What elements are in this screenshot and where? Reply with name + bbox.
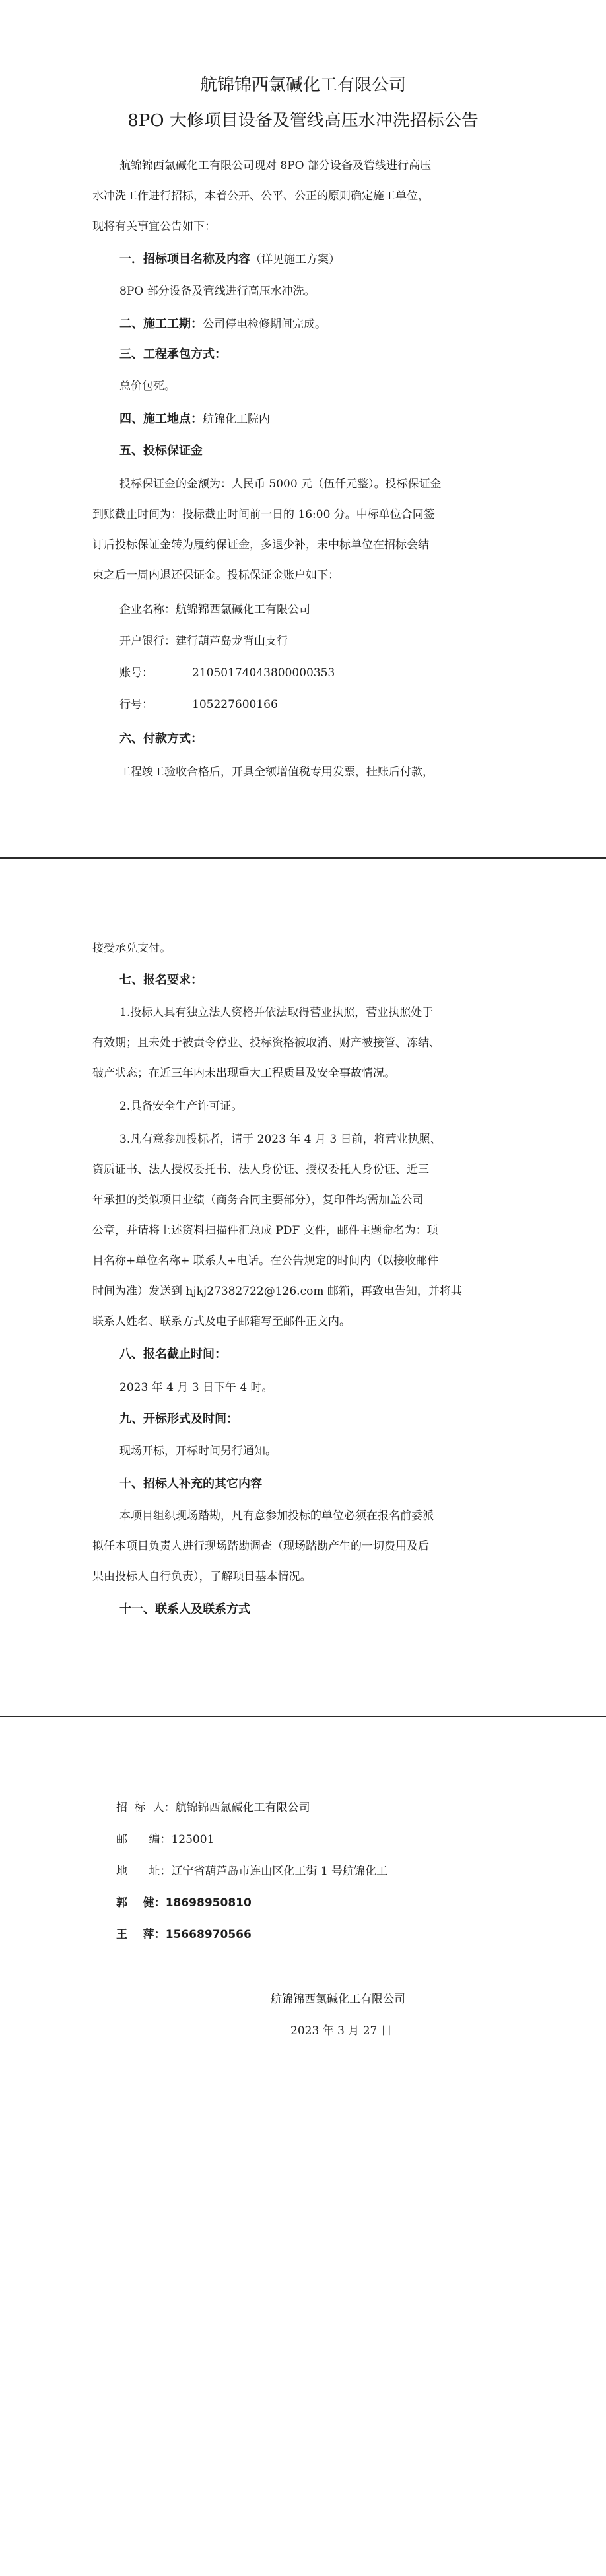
section-1-note: （详见施工方案） bbox=[250, 253, 340, 266]
section-7-title: 七、报名要求： bbox=[119, 973, 203, 987]
section-6-line-1: 工程竣工验收合格后，开具全额增值税专用发票，挂账后付款， bbox=[119, 766, 434, 779]
contact-person-1-label: 郭 健： bbox=[116, 1896, 166, 1910]
section-5-line-2: 到账截止时间为：投标截止时间前一日的 16:00 分。中标单位合同签 bbox=[92, 508, 435, 521]
section-7-item-1-line-1: 1.投标人具有独立法人资格并依法取得营业执照，营业执照处于 bbox=[119, 1006, 434, 1019]
section-6-heading bbox=[119, 732, 514, 746]
document-page-3 bbox=[0, 1717, 606, 2576]
section-10-line-2: 拟任本项目负责人进行现场踏勘调查（现场踏勘产生的一切费用及后 bbox=[92, 1540, 429, 1553]
section-6-line-2: 接受承兑支付。 bbox=[92, 942, 171, 955]
account-number-label: 账号： bbox=[119, 666, 153, 680]
contact-tenderer-label: 招 标 人： bbox=[116, 1801, 176, 1814]
section-9-body: 现场开标，开标时间另行通知。 bbox=[119, 1445, 277, 1458]
section-6-title: 六、付款方式： bbox=[119, 732, 203, 746]
section-3-body: 总价包死。 bbox=[119, 380, 176, 393]
section-9-heading bbox=[119, 1412, 514, 1427]
section-7-item-3-line-7: 联系人姓名、联系方式及电子邮箱写至邮件正文内。 bbox=[92, 1315, 351, 1328]
section-3-heading bbox=[119, 347, 514, 362]
account-company-value: 航锦锦西氯碱化工有限公司 bbox=[176, 603, 310, 616]
account-bank-value: 建行葫芦岛龙背山支行 bbox=[176, 635, 288, 648]
section-9-title: 九、开标形式及时间： bbox=[119, 1412, 238, 1426]
section-7-item-1-line-2: 有效期；且未处于被责令停业、投标资格被取消、财产被接管、冻结、 bbox=[92, 1036, 440, 1050]
section-5-line-1: 投标保证金的金额为：人民币 5000 元（伍仟元整）。投标保证金 bbox=[119, 478, 442, 491]
contact-person-2-label: 王 萍： bbox=[116, 1928, 166, 1941]
account-bank bbox=[119, 634, 514, 649]
section-1-title: 一．招标项目名称及内容 bbox=[119, 252, 250, 266]
account-code-label: 行号： bbox=[119, 698, 153, 711]
contact-person-2-phone: 15668970566 bbox=[165, 1928, 252, 1941]
section-8-title: 八、报名截止时间： bbox=[119, 1347, 226, 1361]
section-7-item-3-line-6: 时间为准）发送到 hjkj27382722@126.com 邮箱，再致电告知，并将其 bbox=[92, 1285, 462, 1298]
intro-line-1: 航锦锦西氯碱化工有限公司现对 8PO 部分设备及管线进行高压 bbox=[119, 159, 431, 172]
section-4-body: 航锦化工院内 bbox=[203, 413, 270, 426]
section-5-line-3: 订后投标保证金转为履约保证金，多退少补，未中标单位在招标会结 bbox=[92, 538, 429, 552]
account-company-label: 企业名称： bbox=[119, 603, 176, 616]
section-7-item-3-line-5: 目名称+单位名称+ 联系人+电话。在公告规定的时间内（以接收邮件 bbox=[92, 1254, 439, 1268]
section-11-heading bbox=[119, 1602, 514, 1617]
doc-title-project: 8PO 大修项目设备及管线高压水冲洗招标公告 bbox=[127, 111, 479, 131]
signature-company: 航锦锦西氯碱化工有限公司 bbox=[271, 1993, 405, 2006]
contact-person-1 bbox=[116, 1896, 514, 1910]
section-2-title: 二、施工工期： bbox=[119, 317, 203, 331]
account-company bbox=[119, 602, 514, 617]
section-7-item-3-line-3: 年承担的类似项目业绩（商务合同主要部分），复印件均需加盖公司 bbox=[92, 1194, 424, 1207]
signature-date: 2023 年 3 月 27 日 bbox=[290, 2024, 392, 2038]
document-page-2 bbox=[0, 859, 606, 1716]
section-5-heading bbox=[119, 444, 514, 458]
section-10-line-3: 果由投标人自行负责），了解项目基本情况。 bbox=[92, 1570, 312, 1583]
doc-title-company: 航锦锦西氯碱化工有限公司 bbox=[199, 75, 406, 95]
account-number-value: 21050174043800000353 bbox=[192, 666, 335, 680]
account-bank-label: 开户银行： bbox=[119, 635, 176, 648]
section-8-body: 2023 年 4 月 3 日下午 4 时。 bbox=[119, 1381, 273, 1394]
section-1-heading bbox=[119, 252, 514, 267]
contact-postcode-label: 邮 编： bbox=[116, 1833, 172, 1846]
section-7-item-2: 2.具备安全生产许可证。 bbox=[119, 1100, 243, 1113]
intro-line-3: 现将有关事宜公告如下： bbox=[92, 220, 216, 233]
section-10-heading bbox=[119, 1477, 514, 1491]
section-11-title: 十一、联系人及联系方式 bbox=[119, 1602, 250, 1616]
section-5-title: 五、投标保证金 bbox=[119, 444, 203, 458]
contact-tenderer-value: 航锦锦西氯碱化工有限公司 bbox=[175, 1801, 310, 1814]
contact-postcode bbox=[116, 1832, 514, 1847]
section-2 bbox=[119, 317, 514, 332]
account-code-value: 105227600166 bbox=[192, 698, 278, 711]
section-7-item-1-line-3: 破产状态；在近三年内未出现重大工程质量及安全事故情况。 bbox=[92, 1067, 395, 1080]
contact-person-2 bbox=[116, 1927, 514, 1942]
section-2-body: 公司停电检修期间完成。 bbox=[203, 318, 326, 331]
section-4-title: 四、施工地点： bbox=[119, 412, 203, 426]
contact-tenderer bbox=[116, 1801, 514, 1815]
section-4 bbox=[119, 412, 514, 427]
section-5-line-4: 束之后一周内退还保证金。投标保证金账户如下： bbox=[92, 569, 339, 582]
contact-person-1-phone: 18698950810 bbox=[165, 1896, 252, 1910]
contact-postcode-value: 125001 bbox=[171, 1833, 215, 1846]
section-10-title: 十、招标人补充的其它内容 bbox=[119, 1477, 262, 1491]
document-page-1 bbox=[0, 0, 606, 857]
contact-address-label: 地 址： bbox=[116, 1865, 172, 1878]
section-7-heading bbox=[119, 973, 514, 987]
section-7-item-3-line-1: 3.凡有意参加投标者，请于 2023 年 4 月 3 日前，将营业执照、 bbox=[119, 1133, 442, 1146]
contact-address bbox=[116, 1864, 514, 1878]
contact-address-value: 辽宁省葫芦岛市连山区化工街 1 号航锦化工 bbox=[171, 1865, 388, 1878]
section-10-line-1: 本项目组织现场踏勘，凡有意参加投标的单位必须在报名前委派 bbox=[119, 1509, 434, 1522]
section-1-body: 8PO 部分设备及管线进行高压水冲洗。 bbox=[119, 285, 316, 298]
account-code bbox=[119, 698, 514, 712]
account-number bbox=[119, 666, 514, 680]
section-8-heading bbox=[119, 1347, 514, 1362]
section-7-item-3-line-2: 资质证书、法人授权委托书、法人身份证、授权委托人身份证、近三 bbox=[92, 1163, 429, 1176]
section-3-title: 三、工程承包方式： bbox=[119, 347, 226, 361]
section-7-item-3-line-4: 公章，并请将上述资料扫描件汇总成 PDF 文件，邮件主题命名为：项 bbox=[92, 1224, 438, 1237]
intro-line-2: 水冲洗工作进行招标，本着公开、公平、公正的原则确定施工单位， bbox=[92, 190, 429, 203]
